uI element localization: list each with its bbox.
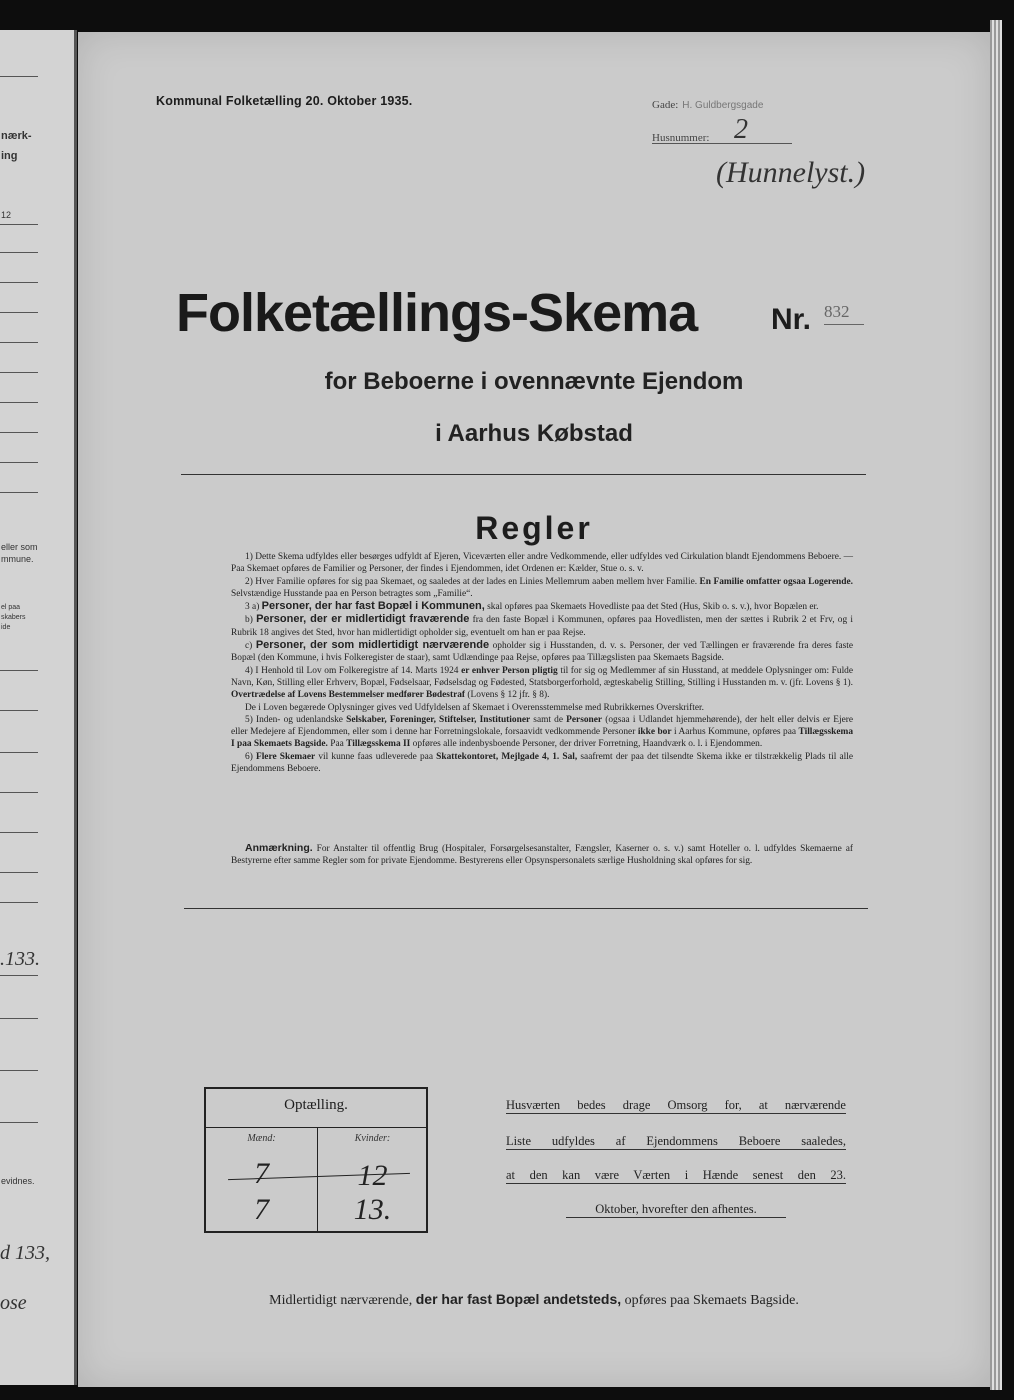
form-title: Folketællings-Skema [176,283,698,343]
footer-note [78,1291,990,1309]
count-women-first: 12 [357,1159,388,1192]
count-box [204,1087,428,1233]
margin-handwriting: .133. [0,948,40,970]
margin-rule [0,752,38,753]
street-row [652,95,763,113]
margin-rule [0,342,38,343]
remark-paragraph [231,842,853,868]
margin-rule [0,710,38,711]
census-form-page [78,32,990,1387]
margin-rule [0,224,38,225]
margin-rule [0,792,38,793]
rule-6: 6) Flere Skemaer vil kunne faas udleverede paa Skattekontoret, Mejlgade 4, 1. Sal, saafremt der paa det tilsendte Skema ikke er tilstrækkelig Plads til alle Ejendommens Beboere. [231,751,854,775]
form-number-value: 832 [824,302,850,321]
count-women-label: Kvinder: [354,1133,391,1144]
margin-rule [0,872,38,873]
margin-rule [0,1018,38,1019]
margin-rule [0,402,38,403]
left-page-margin [0,30,77,1385]
margin-rule [0,76,38,77]
house-number-label: Husnummer: [652,132,710,144]
rule-4-note: De i Loven begærede Oplysninger gives ved Udfyldelsen af Skemaet i Overensstemmelse med Rubrikkernes Overskrifter. [245,702,704,713]
margin-rule [0,252,38,253]
rules-text [231,551,853,775]
remark-label: Anmærkning. [245,842,313,854]
rule-2: 2) Hver Familie opføres for sig paa Skemaet, og saaledes at der lades en Linies Mellemrum aaben mellem hver Familie. En Familie omfatter ogsaa Logerende. Selvstændige Husstande paa en Person betragtes som „Familie“. [231,576,853,599]
form-subtitle: for Beboerne i ovennævnte Ejendom [324,368,744,395]
margin-rule [0,1070,38,1071]
rule-4: 4) I Henhold til Lov om Folkeregistre af 14. Marts 1924 er enhver Person pligtig til for sig og Medlemmer af sin Husstand, at meddele Oplysninger om: Fulde Navn, Køn, Stilling eller Erhverv, Bopæl, Fødselsaar, Fødselsdag og Fødested, Statsborgerforhold, ægteskabelig Stilling, Stilling i Husstanden m. v. (jfr. Lovens § 1). Overtrædelse af Lovens Bestemmelser medfører Bødestraf (Lovens § 12 jfr. § 8). [231,665,854,701]
divider [181,474,866,475]
street-label: Gade: [652,99,679,111]
footer-bold: der har fast Bopæl andetsteds, [415,1291,622,1307]
street-value: H. Guldbergsgade [682,100,764,111]
margin-rule [0,1122,38,1123]
count-men-final: 7 [254,1193,269,1226]
margin-fragment: nærk- [1,130,32,142]
margin-fragment: 12 [1,210,12,220]
margin-fragment: skabers [1,614,26,621]
count-men-first: 7 [254,1157,269,1190]
landlord-notice-line: Oktober, hvorefter den afhentes. [566,1202,786,1218]
divider [184,908,868,909]
rule-3a: 3 a) Personer, der har fast Bopæl i Kommunen, skal opføres paa Skemaets Hovedliste paa det Sted (Hus, Skib o. s. v.), hvor Bopælen er. [245,600,819,613]
count-title: Optælling. [284,1097,348,1113]
margin-fragment: el paa [1,604,21,611]
margin-fragment: evidnes. [1,1176,35,1186]
rule-5: 5) Inden- og udenlandske Selskaber, Foreninger, Stiftelser, Institutioner samt de Personer (ogsaa i Udlandet hjemmehørende), der helt eller delvis er Ejere eller Medejere af Ejendommen, eller som i denne har Forretningslokale, forsaavidt vedkommende Personer ikke bor i Aarhus Kommune, opføres paa Tillægsskema I paa Skemaets Bagside. Paa Tillægsskema II opføres alle indenbysboende Personer, der driver Forretning, Haandværk o. l. i Ejendommen. [231,714,854,750]
landlord-notice-line: Husværten bedes drage Omsorg for, at nærværende [506,1098,846,1112]
page-edge-stack [990,20,1002,1390]
landlord-notice-line: at den kan være Værten i Hænde senest den 23. [506,1168,846,1182]
footer-post: opføres paa Skemaets Bagside. [624,1293,799,1308]
count-header-line [206,1127,426,1128]
landlord-notice-line: Liste udfyldes af Ejendommens Beboere saaledes, [506,1134,846,1148]
margin-rule [0,432,38,433]
margin-rule [0,975,38,976]
count-women-final: 13. [353,1193,392,1226]
margin-rule [0,670,38,671]
form-subtitle-city: i Aarhus Købstad [435,420,633,447]
margin-fragment: ide [1,624,11,631]
margin-rule [0,492,38,493]
margin-rule [0,372,38,373]
rule-1: 1) Dette Skema udfyldes eller besørges udfyldt af Ejeren, Viceværten eller andre Vedkommende, eller udfyldes ved Cirkulation blandt Ejendommens Beboere. — Paa Skemaet opføres de Familier og Personer, der findes i Ejendommen, idet Ordenen er: Kælder, Stue o. s. v. [231,552,853,575]
margin-rule [0,282,38,283]
margin-handwriting: ose [0,1292,27,1314]
census-header: Kommunal Folketælling 20. Oktober 1935. [156,94,413,108]
count-men-label: Mænd: [247,1133,276,1144]
margin-rule [0,312,38,313]
house-note: (Hunnelyst.) [716,156,866,189]
margin-fragment: ing [1,150,18,162]
footer-pre: Midlertidigt nærværende, [269,1293,413,1308]
margin-handwriting: d 133, [0,1242,50,1264]
house-number-value: 2 [734,114,748,145]
margin-rule [0,832,38,833]
rules-heading: Regler [475,510,593,546]
margin-rule [0,902,38,903]
margin-fragment: eller som [1,542,38,552]
rule-3c: c) Personer, der som midlertidigt nærværende opholder sig i Husstanden, d. v. s. Personer, der ved Tællingen er fraværende fra deres faste Bopæl (den Kommune, i hvis Folkeregister de staar), samt Udlændinge paa Rejse, opføres paa Tillægslisten paa Skemaets Bagside. [231,639,854,664]
remark-text: For Anstalter til offentlig Brug (Hospitaler, Forsørgelsesanstalter, Fængsler, Kaserner o. s. v.) samt Hoteller o. l. udfyldes Skemaerne af Bestyrerne efter samme Regler som for private Ejendomme. Bestyrerens eller Opsynspersonalets særlige Husholdning skal opføres for sig. [231,844,854,867]
margin-rule [0,462,38,463]
rule-3b: b) Personer, der er midlertidigt fraværende fra den faste Bopæl i Kommunen, opføres paa Hovedlisten, men der sættes i Rubrik 2 et Frv, og i Rubrik 18 angives det Sted, hvor han midlertidigt opholder sig, eventuelt om han er paa Rejse. [231,613,854,638]
form-number-underline [824,324,864,325]
form-number-label: Nr. [771,303,812,336]
margin-fragment: mmune. [1,554,34,564]
